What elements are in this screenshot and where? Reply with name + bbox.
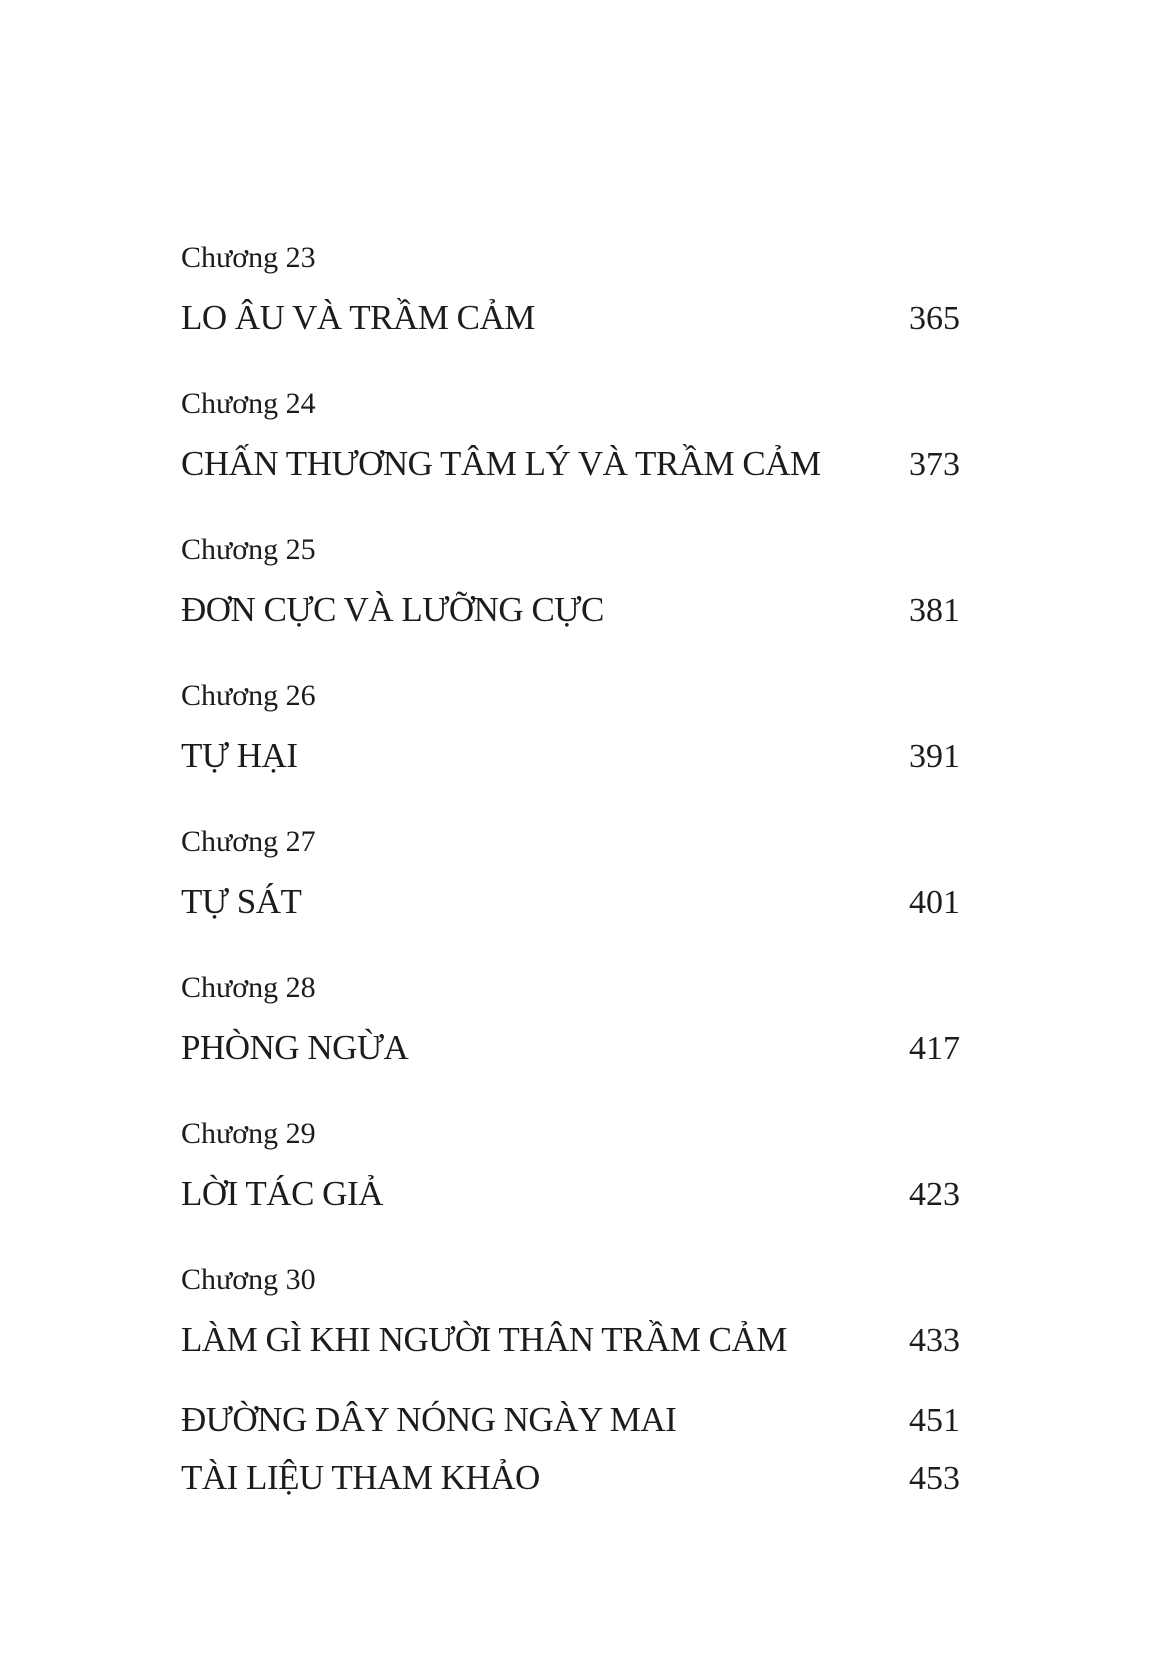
- chapter-label: Chương 29: [181, 1117, 316, 1150]
- chapter-label: Chương 28: [181, 971, 316, 1004]
- toc-row: [181, 1322, 960, 1358]
- chapter-label: Chương 26: [181, 679, 316, 712]
- toc-row: [181, 1402, 960, 1438]
- toc-row: [181, 1030, 960, 1066]
- page-number: 381: [909, 592, 960, 629]
- section-title: TÀI LIỆU THAM KHẢO: [181, 1458, 540, 1497]
- chapter-label: Chương 27: [181, 825, 316, 858]
- chapter-label: Chương 23: [181, 241, 316, 274]
- chapter-title: CHẤN THƯƠNG TÂM LÝ VÀ TRẦM CẢM: [181, 444, 821, 483]
- toc-row: [181, 1460, 960, 1496]
- chapter-title: PHÒNG NGỪA: [181, 1028, 409, 1067]
- chapter-label: Chương 30: [181, 1263, 316, 1296]
- chapter-label: Chương 24: [181, 387, 316, 420]
- page-number: 365: [909, 300, 960, 337]
- page-number: 401: [909, 884, 960, 921]
- table-of-contents: [181, 0, 960, 1662]
- chapter-title: TỰ SÁT: [181, 882, 302, 921]
- page-number: 433: [909, 1322, 960, 1359]
- page-number: 391: [909, 738, 960, 775]
- page-number: 423: [909, 1176, 960, 1213]
- toc-row: [181, 300, 960, 336]
- toc-row: [181, 884, 960, 920]
- toc-row: [181, 738, 960, 774]
- page-number: 451: [909, 1402, 960, 1439]
- chapter-title: TỰ HẠI: [181, 736, 298, 775]
- page-number: 373: [909, 446, 960, 483]
- chapter-title: LO ÂU VÀ TRẦM CẢM: [181, 298, 535, 337]
- chapter-title: LỜI TÁC GIẢ: [181, 1174, 383, 1213]
- page-number: 417: [909, 1030, 960, 1067]
- chapter-title: LÀM GÌ KHI NGƯỜI THÂN TRẦM CẢM: [181, 1320, 787, 1359]
- chapter-label: Chương 25: [181, 533, 316, 566]
- toc-row: [181, 1176, 960, 1212]
- page-number: 453: [909, 1460, 960, 1497]
- toc-row: [181, 446, 960, 482]
- section-title: ĐƯỜNG DÂY NÓNG NGÀY MAI: [181, 1400, 677, 1439]
- chapter-title: ĐƠN CỰC VÀ LƯỠNG CỰC: [181, 590, 604, 629]
- toc-row: [181, 592, 960, 628]
